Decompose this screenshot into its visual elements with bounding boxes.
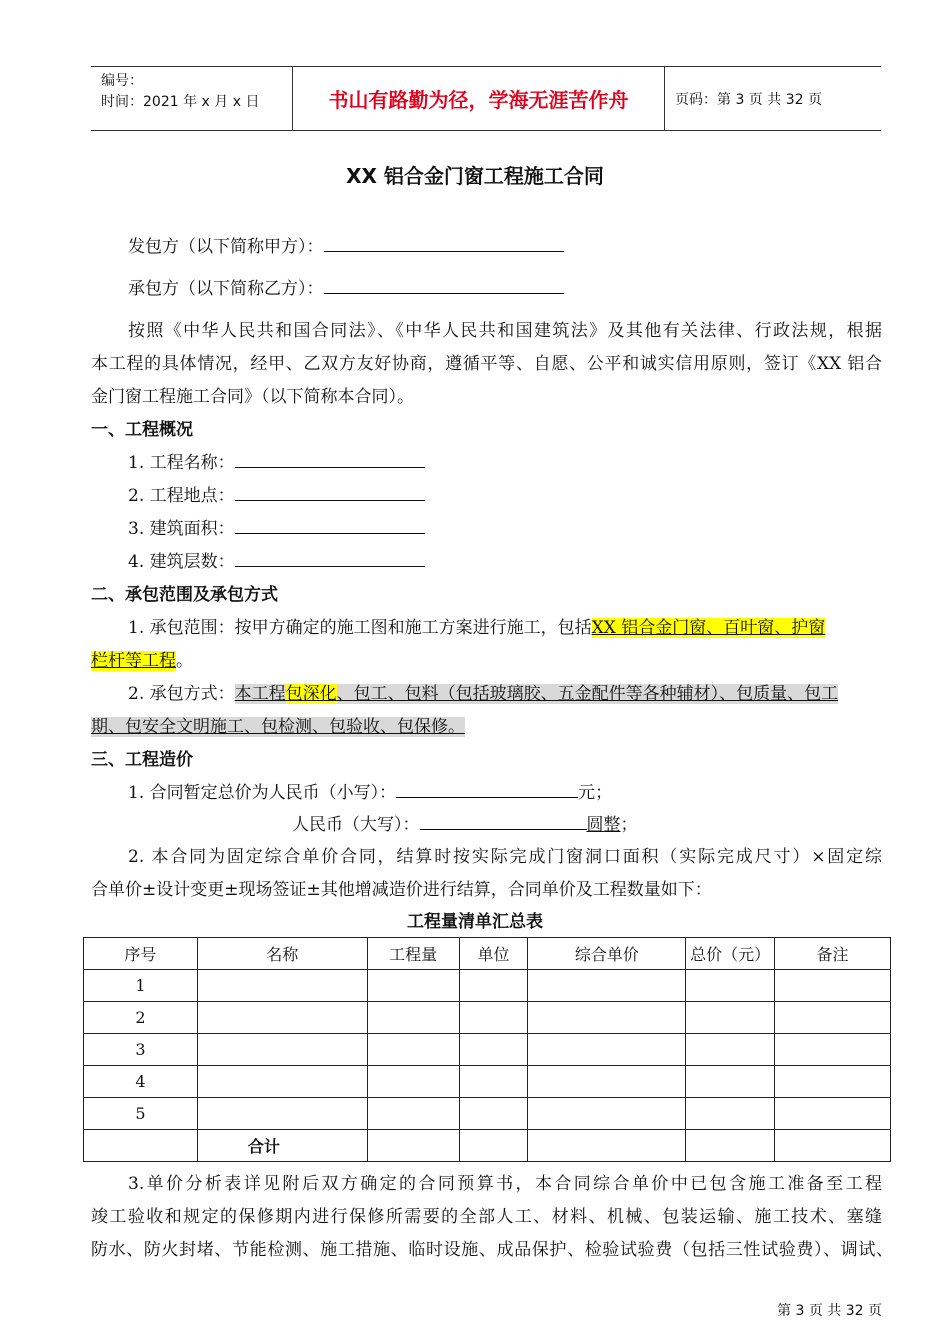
party-b-blank (324, 276, 564, 294)
mode-gray-b: 、包工、包料（包括玻璃胶、五金配件等各种辅材）、包质量、包工 (336, 684, 839, 704)
cell-remark[interactable] (775, 1066, 891, 1098)
mode-gray-a: 本工程 (234, 684, 286, 704)
cell-quantity[interactable] (367, 1098, 459, 1130)
cell-remark[interactable] (775, 1034, 891, 1066)
intro-line-2: 本工程的具体情况，经甲、乙双方友好协商，遵循平等、自愿、公平和诚实信用原则，签订《XX 铝合 (91, 354, 882, 374)
price-big-line (292, 810, 638, 835)
intro-line-3: 金门窗工程施工合同》（以下简称本合同）。 (91, 387, 414, 407)
clause-3-line-2: 竣工验收和规定的保修期内进行保修所需要的全部人工、材料、机械、包装运输、施工技术、塞缝 (91, 1207, 882, 1227)
scope-highlight-a: XX 铝合金门窗、百叶窗、护窗 (591, 618, 826, 638)
cell-name[interactable] (197, 1002, 367, 1034)
project-location-line (128, 481, 425, 506)
header-page-number: 页码：第 3 页 共 32 页 (675, 91, 822, 108)
price-small-label: 1. 合同暂定总价为人民币（小写）： (128, 783, 397, 803)
col-header-unit: 单位 (459, 938, 528, 970)
table-row (84, 1098, 891, 1130)
scope-prefix: 1. 承包范围：按甲方确定的施工图和施工方案进行施工，包括 (128, 618, 592, 638)
document-number-label: 编号： (101, 73, 143, 89)
cell-quantity[interactable] (367, 1002, 459, 1034)
intro-line-1: 按照《中华人民共和国合同法》、《中华人民共和国建筑法》及其他有关法律、行政法规，根据 (128, 321, 882, 341)
scope-highlight-b: 栏杆等工程 (91, 651, 176, 671)
section-2-heading: 二、承包范围及承包方式 (91, 585, 278, 605)
cell-unit[interactable] (459, 970, 528, 1002)
scope-line-2 (91, 646, 193, 671)
cell-quantity[interactable] (367, 1034, 459, 1066)
building-floors-line (128, 547, 425, 572)
cell-unit[interactable] (459, 1066, 528, 1098)
col-header-name: 名称 (197, 938, 367, 970)
scope-suffix: 。 (176, 651, 193, 671)
section-3-heading: 三、工程造价 (91, 750, 193, 770)
header-meta (91, 67, 293, 130)
total-quantity[interactable] (367, 1130, 459, 1162)
cell-total[interactable] (686, 970, 775, 1002)
price-big-unit: 圆整 (586, 815, 621, 835)
cell-unit-price[interactable] (528, 1066, 686, 1098)
row-index: 4 (84, 1066, 198, 1098)
price-big-label: 人民币（大写）： (292, 815, 420, 835)
building-area-label: 3. 建筑面积： (128, 519, 235, 539)
cell-unit[interactable] (459, 1002, 528, 1034)
clause-3-line-3: 防水、防火封堵、节能检测、施工措施、临时设施、成品保护、检验试验费（包括三性试验费）、调试、 (91, 1240, 893, 1260)
project-location-label: 2. 工程地点： (128, 486, 235, 506)
cell-total[interactable] (686, 1098, 775, 1130)
cell-remark[interactable] (775, 1002, 891, 1034)
party-a-line (128, 232, 564, 257)
total-amount[interactable] (686, 1130, 775, 1162)
cell-unit-price[interactable] (528, 1002, 686, 1034)
building-floors-label: 4. 建筑层数： (128, 552, 235, 572)
mode-yellow: 包深化 (285, 684, 337, 704)
total-unit-price[interactable] (528, 1130, 686, 1162)
fixed-price-line-1: 2. 本合同为固定综合单价合同，结算时按实际完成门窗洞口面积（实际完成尺寸）×固定综 (128, 847, 882, 867)
project-name-line (128, 448, 425, 473)
party-a-blank (324, 234, 564, 252)
header-motto: 书山有路勤为径，学海无涯苦作舟 (293, 67, 665, 130)
table-row (84, 1002, 891, 1034)
col-header-index: 序号 (84, 938, 198, 970)
page-footer: 第 3 页 共 32 页 (777, 1303, 882, 1319)
table-header-row (84, 938, 891, 970)
table-caption: 工程量清单汇总表 (407, 912, 543, 932)
col-header-total: 总价（元） (686, 938, 775, 970)
price-big-blank (420, 812, 587, 830)
col-header-remark: 备注 (775, 938, 891, 970)
total-remark[interactable] (775, 1130, 891, 1162)
mode-line-2 (91, 712, 465, 737)
table-total-row (84, 1130, 891, 1162)
cell-name[interactable] (197, 1066, 367, 1098)
party-b-line (128, 274, 564, 299)
cell-quantity[interactable] (367, 1066, 459, 1098)
clause-3-line-1: 3.单价分析表详见附后双方确定的合同预算书，本合同综合单价中已包含施工准备至工程 (128, 1174, 882, 1194)
page-header (91, 66, 881, 131)
mode-line-1 (128, 679, 838, 704)
cell-remark[interactable] (775, 1098, 891, 1130)
cell-name[interactable] (197, 1098, 367, 1130)
price-big-end: ； (620, 815, 638, 835)
cell-total[interactable] (686, 1002, 775, 1034)
mode-line-2-text: 期、包安全文明施工、包检测、包验收、包保修。 (91, 717, 465, 737)
cell-unit-price[interactable] (528, 970, 686, 1002)
cell-unit[interactable] (459, 1098, 528, 1130)
quantity-table (83, 937, 891, 1162)
total-unit[interactable] (459, 1130, 528, 1162)
project-location-blank (235, 483, 425, 501)
col-header-quantity: 工程量 (367, 938, 459, 970)
cell-quantity[interactable] (367, 970, 459, 1002)
cell-unit[interactable] (459, 1034, 528, 1066)
table-row (84, 1066, 891, 1098)
price-small-blank (396, 780, 578, 798)
price-small-unit: 元； (578, 783, 613, 803)
party-b-label: 承包方（以下简称乙方）： (128, 279, 324, 299)
party-a-label: 发包方（以下简称甲方）： (128, 237, 324, 257)
building-area-line (128, 514, 425, 539)
row-index: 1 (84, 970, 198, 1002)
contract-title: XX 铝合金门窗工程施工合同 (346, 164, 604, 188)
mode-prefix: 2. 承包方式： (128, 684, 235, 704)
table-row (84, 970, 891, 1002)
project-name-label: 1. 工程名称： (128, 453, 235, 473)
col-header-unit-price: 综合单价 (528, 938, 686, 970)
cell-total[interactable] (686, 1066, 775, 1098)
section-1-heading: 一、工程概况 (91, 420, 193, 440)
document-time-label: 时间：2021 年 x 月 x 日 (101, 94, 260, 110)
row-index: 3 (84, 1034, 198, 1066)
scope-line-1 (128, 613, 825, 638)
building-floors-blank (235, 549, 425, 567)
cell-remark[interactable] (775, 970, 891, 1002)
cell-unit-price[interactable] (528, 1098, 686, 1130)
total-label: 合计 (197, 1130, 367, 1162)
total-index-cell (84, 1130, 198, 1162)
project-name-blank (235, 450, 425, 468)
building-area-blank (235, 516, 425, 534)
cell-name[interactable] (197, 1034, 367, 1066)
row-index: 5 (84, 1098, 198, 1130)
price-small-line (128, 778, 612, 803)
row-index: 2 (84, 1002, 198, 1034)
fixed-price-line-2: 合单价±设计变更±现场签证±其他增减造价进行结算，合同单价及工程数量如下： (91, 880, 712, 900)
cell-total[interactable] (686, 1034, 775, 1066)
table-row (84, 1034, 891, 1066)
cell-name[interactable] (197, 970, 367, 1002)
cell-unit-price[interactable] (528, 1034, 686, 1066)
